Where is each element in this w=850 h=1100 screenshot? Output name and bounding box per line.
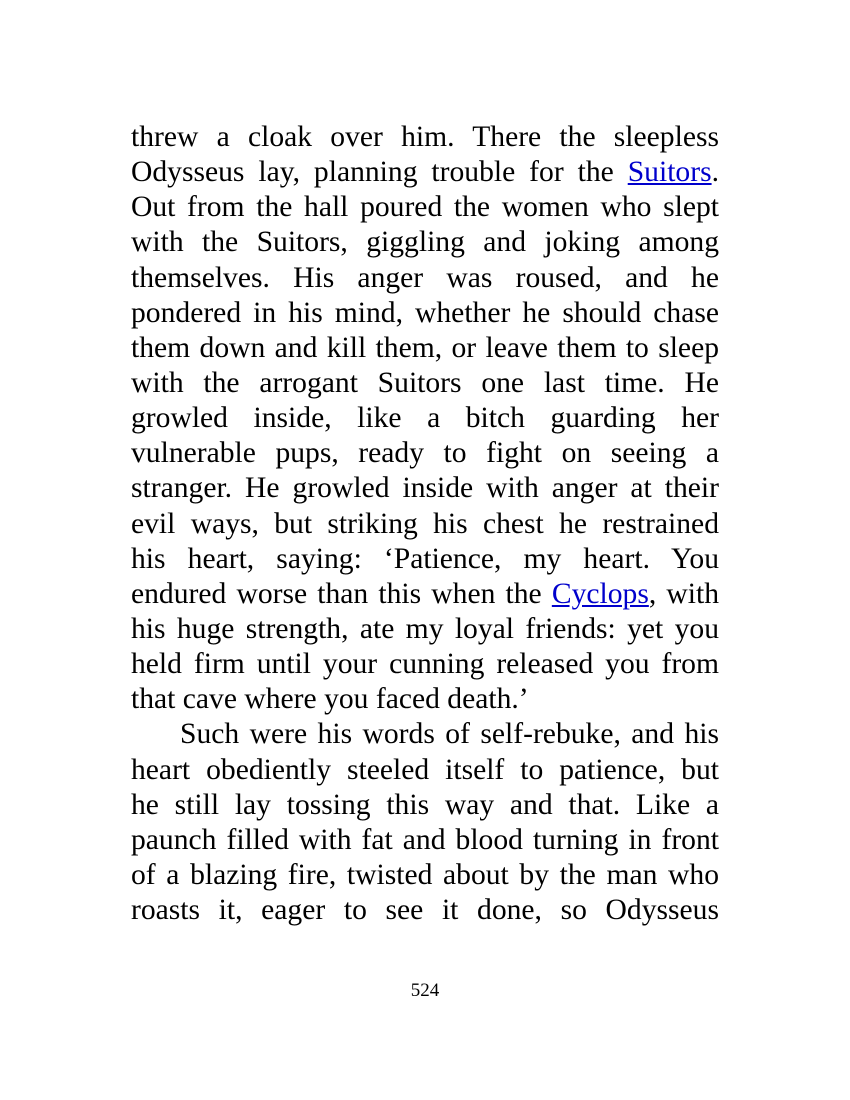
text-line: roasts it, eager to see it done, so Odysseus xyxy=(131,894,719,927)
text-line: growled inside, like a bitch guarding her xyxy=(131,402,719,435)
text-line: Out from the hall poured the women who slept xyxy=(131,191,719,224)
cyclops-link[interactable]: Cyclops xyxy=(551,577,649,610)
text-segment: Odysseus lay, planning trouble for the xyxy=(131,156,628,189)
text-segment: endured worse than this when the xyxy=(131,577,552,610)
text-line: he still lay tossing this way and that. Like a xyxy=(131,788,719,821)
text-line: evil ways, but striking his chest he restrained xyxy=(131,507,719,540)
text-line xyxy=(131,155,719,190)
text-line: that cave where you faced death.’ xyxy=(131,683,529,716)
page-number: 524 xyxy=(410,980,440,1001)
body-text xyxy=(131,120,719,928)
text-segment: . xyxy=(711,156,719,189)
text-line: paunch filled with fat and blood turning in front xyxy=(131,823,719,856)
text-line: his heart, saying: ‘Patience, my heart. You xyxy=(131,542,719,575)
text-line: of a blazing fire, twisted about by the man who xyxy=(131,858,719,891)
text-line: heart obediently steeled itself to patience, but xyxy=(131,753,719,786)
text-line: pondered in his mind, whether he should chase xyxy=(131,296,719,329)
text-line: with the arrogant Suitors one last time. He xyxy=(131,366,719,399)
text-line: his huge strength, ate my loyal friends: yet you xyxy=(131,612,719,645)
text-line xyxy=(131,577,719,612)
text-line: vulnerable pups, ready to fight on seeing a xyxy=(131,437,719,470)
text-line: held firm until your cunning released you from xyxy=(131,648,719,681)
text-line: Such were his words of self-rebuke, and his xyxy=(180,718,719,751)
text-line: them down and kill them, or leave them to sleep xyxy=(131,331,719,364)
suitors-link[interactable]: Suitors xyxy=(627,156,712,189)
text-line: threw a cloak over him. There the sleepless xyxy=(131,121,719,153)
text-line: stranger. He growled inside with anger at their xyxy=(131,472,719,505)
text-line: with the Suitors, giggling and joking among xyxy=(131,226,719,259)
text-line: themselves. His anger was roused, and he xyxy=(131,261,719,294)
text-segment: , with xyxy=(648,577,719,610)
